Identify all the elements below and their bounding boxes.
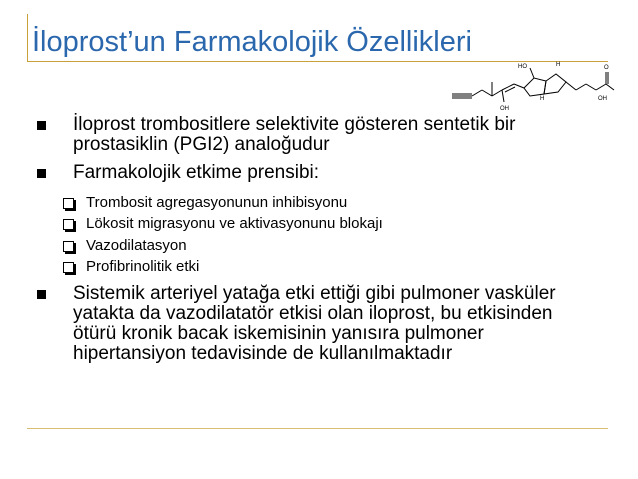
hollow-square-bullet-icon: [63, 241, 74, 252]
footer-rule: [27, 428, 608, 429]
bullet-text: Farmakolojik etkime prensibi:: [73, 162, 320, 183]
title-left-rule: [27, 14, 28, 62]
bullet-item: [37, 163, 577, 183]
molecule-label-h-top: H: [556, 62, 561, 68]
molecule-label-o: O: [604, 65, 609, 71]
square-bullet-icon: [37, 169, 46, 178]
hollow-square-bullet-icon: [63, 198, 74, 209]
subbullet-text: Profibrinolitik etki: [86, 258, 200, 275]
hollow-square-bullet-icon: [63, 262, 74, 273]
molecule-label-oh-left: OH: [500, 106, 509, 112]
subbullet-item: [63, 215, 383, 233]
bullet-item: [37, 284, 597, 364]
subbullet-text: Vazodilatasyon: [86, 237, 187, 254]
bullet-text: Sistemik arteriyel yatağa etki ettiği gibi pulmoner vasküler yatakta da vazodilatatör etkisi olan iloprost, bu etkisinden ötürü kronik bacak iskemisinin yanısıra pulmoner hipertansiyon tedavisinde de kullanılmaktadır: [73, 283, 556, 364]
subbullet-item: [63, 237, 187, 255]
subbullet-item: [63, 194, 347, 212]
slide-title: İloprost’un Farmakolojik Özellikleri: [32, 26, 472, 58]
bullet-item: [37, 115, 577, 155]
molecule-label-ho: HO: [518, 64, 527, 70]
bullet-text: İloprost trombositlere selektivite gösteren sentetik bir prostasiklin (PGI2) analoğudur: [73, 114, 516, 155]
subbullet-text: Trombosit agregasyonunun inhibisyonu: [86, 194, 348, 211]
molecule-label-h-mid: H: [540, 96, 545, 102]
iloprost-structure-image: [452, 46, 622, 116]
hollow-square-bullet-icon: [63, 219, 74, 230]
molecule-label-oh-right: OH: [598, 96, 607, 102]
subbullet-text: Lökosit migrasyonu ve aktivasyonunu blokajı: [86, 215, 383, 232]
square-bullet-icon: [37, 121, 46, 130]
square-bullet-icon: [37, 290, 46, 299]
subbullet-item: [63, 258, 199, 276]
